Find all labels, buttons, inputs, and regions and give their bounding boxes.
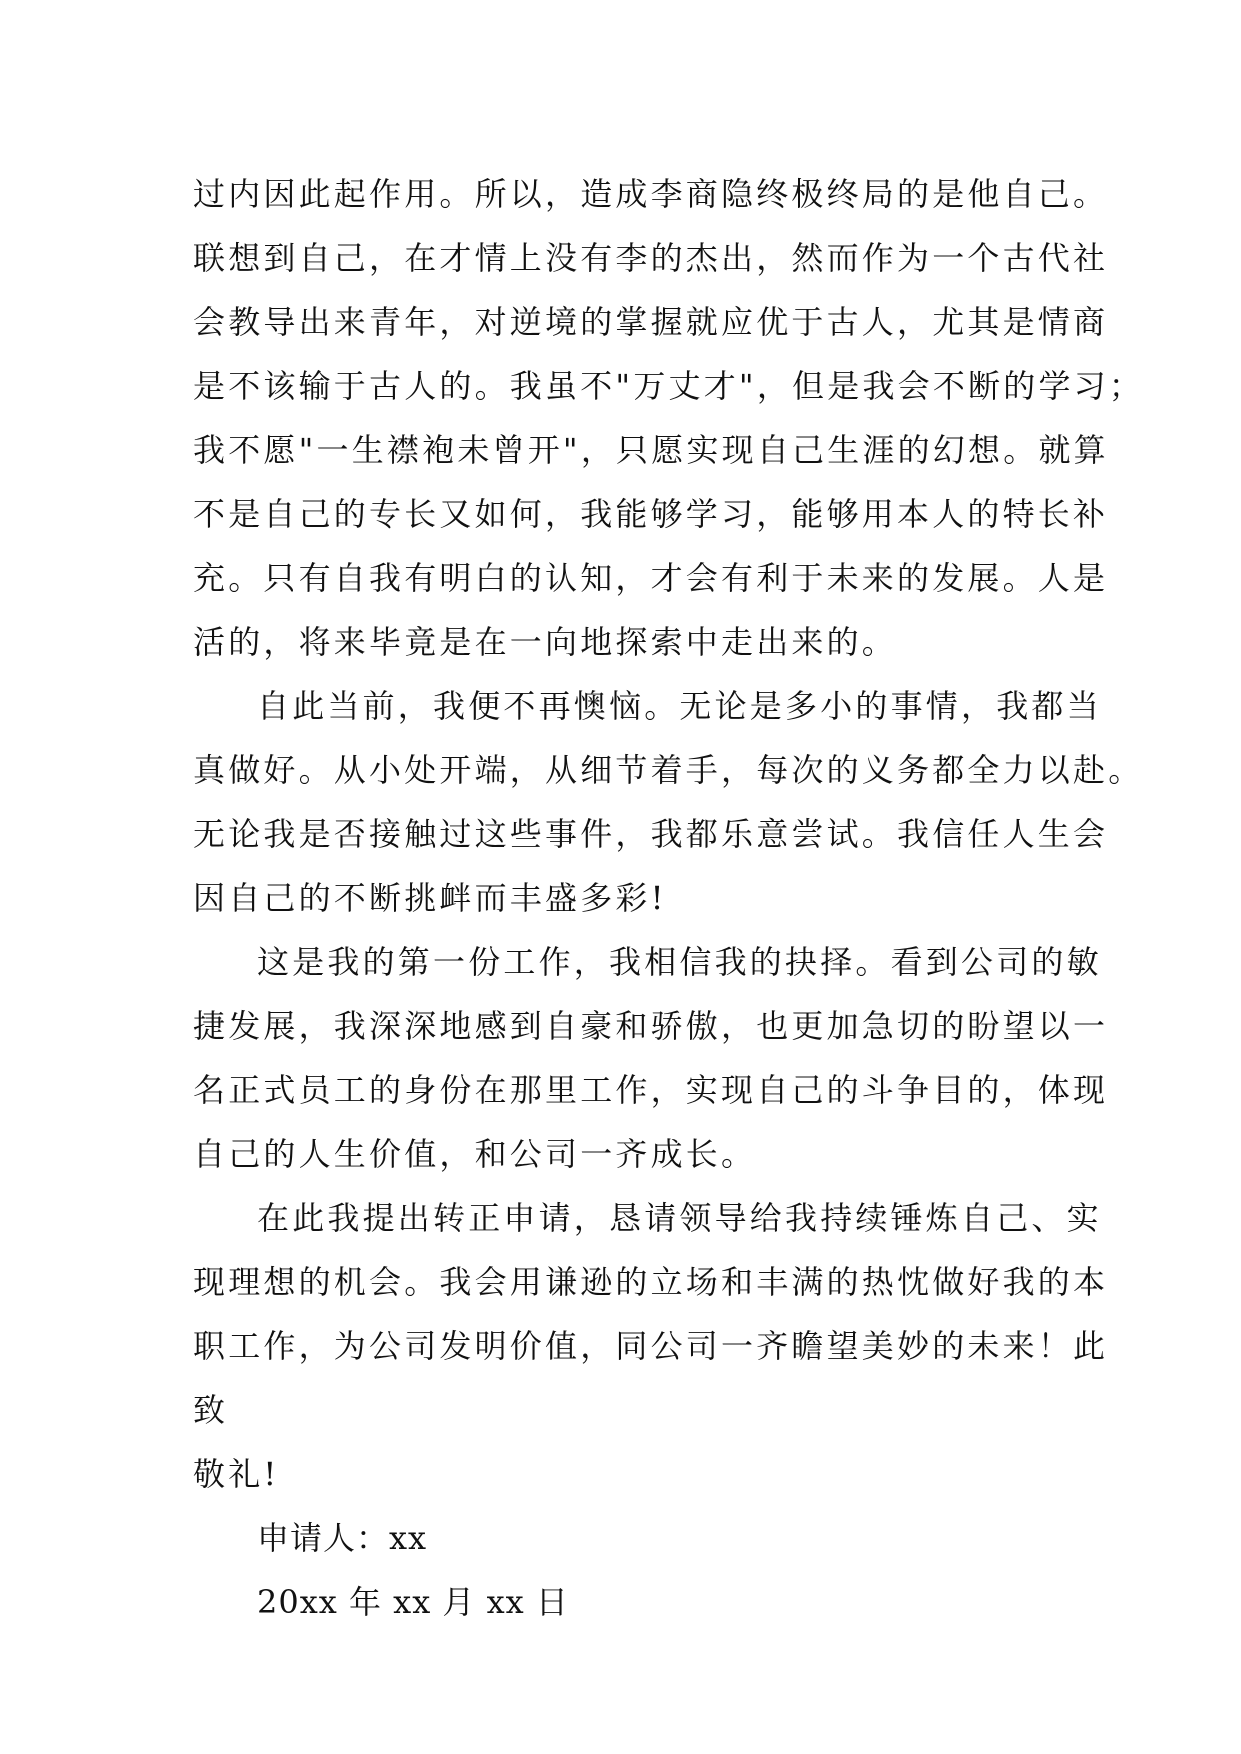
body-line: 我不愿"一生襟袍未曾开"，只愿实现自己生涯的幻想。就算 [193,431,1109,469]
applicant-signature: 申请人：xx [257,1519,428,1557]
paragraph-start-line: 这是我的第一份工作，我相信我的抉择。看到公司的敏 [257,943,1102,981]
body-line: 活的，将来毕竟是在一向地探索中走出来的。 [193,623,898,661]
paragraph-start-line: 自此当前，我便不再懊恼。无论是多小的事情，我都当 [257,687,1102,725]
body-line: 是不该输于古人的。我虽不"万丈才"，但是我会不断的学习； [193,367,1145,405]
body-line: 名正式员工的身份在那里工作，实现自己的斗争目的，体现 [193,1071,1109,1109]
body-line: 过内因此起作用。所以，造成李商隐终极终局的是他自己。 [193,175,1109,213]
body-line: 自己的人生价值，和公司一齐成长。 [193,1135,757,1173]
paragraph-start-line: 在此我提出转正申请，恳请领导给我持续锤炼自己、实 [257,1199,1102,1237]
body-line: 联想到自己，在才情上没有李的杰出，然而作为一个古代社 [193,239,1109,277]
body-line: 充。只有自我有明白的认知，才会有利于未来的发展。人是 [193,559,1109,597]
body-line: 会教导出来青年，对逆境的掌握就应优于古人，尤其是情商 [193,303,1109,341]
body-line: 职工作，为公司发明价值，同公司一齐瞻望美妙的未来！此 [193,1327,1109,1365]
letter-body [193,162,1145,1634]
body-line: 捷发展，我深深地感到自豪和骄傲，也更加急切的盼望以一 [193,1007,1109,1045]
body-line: 因自己的不断挑衅而丰盛多彩! [193,879,667,917]
body-line: 真做好。从小处开端，从细节着手，每次的义务都全力以赴。 [193,751,1144,789]
closing-salutation: 敬礼! [193,1455,280,1493]
body-line: 不是自己的专长又如何，我能够学习，能够用本人的特长补 [193,495,1109,533]
signature-date: 20xx 年 xx 月 xx 日 [257,1583,569,1621]
body-line: 现理想的机会。我会用谦逊的立场和丰满的热忱做好我的本 [193,1263,1109,1301]
body-line: 无论我是否接触过这些事件，我都乐意尝试。我信任人生会 [193,815,1109,853]
closing-zhi: 致 [193,1391,229,1429]
